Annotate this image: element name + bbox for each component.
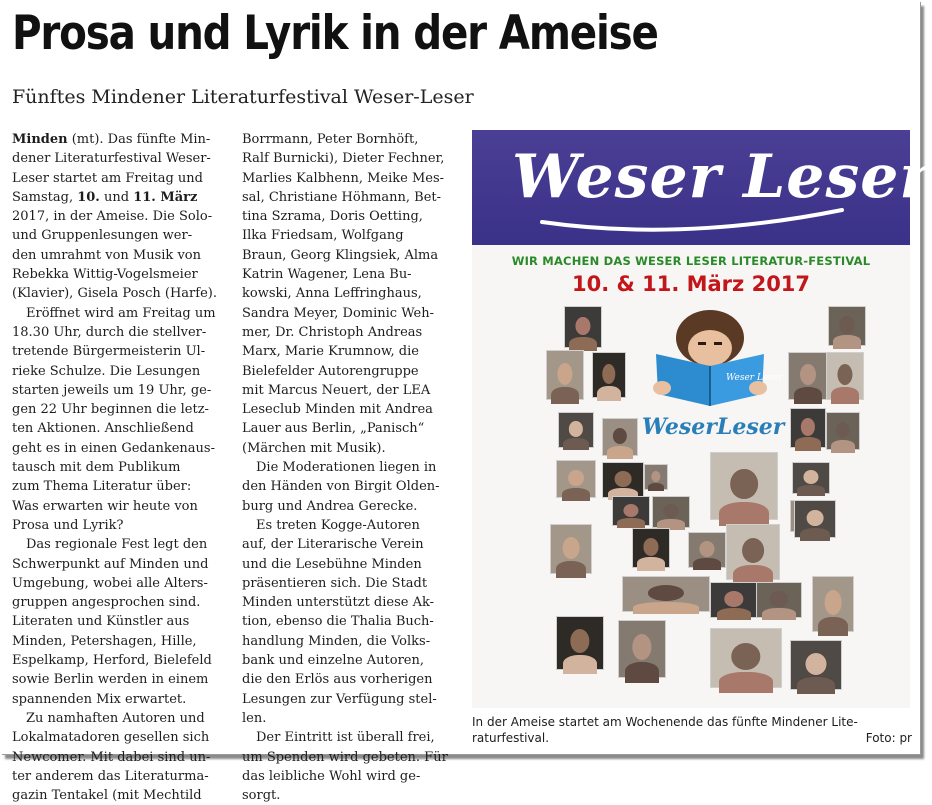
festival-poster-photo — [472, 130, 932, 708]
article-line — [242, 728, 462, 747]
portrait-shoulders — [717, 608, 752, 620]
author-portrait — [826, 352, 864, 400]
text-run: 18.30 Uhr, durch die stellver- — [12, 324, 207, 340]
portrait-face — [651, 471, 660, 482]
article-line — [12, 709, 222, 728]
reading-woman-illustration — [648, 308, 783, 408]
author-portrait — [546, 350, 584, 400]
article-line — [242, 400, 462, 419]
portrait-shoulders — [800, 528, 830, 541]
author-portrait — [710, 452, 778, 520]
author-portrait — [564, 306, 602, 348]
text-run: Braun, Georg Klingsiek, Alma — [242, 247, 439, 263]
text-run: Minden unterstützt diese Ak- — [242, 595, 435, 611]
article-line — [242, 593, 462, 612]
text-run: Der Eintritt ist überall frei, — [256, 730, 435, 746]
portrait-face — [568, 470, 584, 487]
newspaper-clipping — [2, 2, 932, 804]
text-run: Samstag, — [12, 189, 78, 205]
author-portrait — [602, 462, 644, 498]
author-portrait — [790, 640, 842, 690]
author-portrait — [550, 524, 592, 574]
author-portrait — [710, 628, 782, 688]
portrait-shoulders — [633, 602, 698, 614]
article-line — [12, 767, 222, 786]
text-run: Was erwarten wir heute von — [12, 498, 198, 514]
author-portrait — [558, 412, 594, 448]
text-run: den Händen von Birgit Olden- — [242, 479, 440, 495]
article-line — [242, 323, 462, 342]
article-line — [12, 555, 222, 574]
article-line — [242, 632, 462, 651]
article-line — [242, 246, 462, 265]
author-portrait — [652, 496, 690, 528]
portrait-shoulders — [563, 438, 589, 450]
portrait-face — [730, 469, 758, 499]
article-line — [242, 381, 462, 400]
article-line — [12, 342, 222, 361]
text-run: sowie Berlin werden in einem — [12, 672, 209, 688]
article-line — [12, 304, 222, 323]
author-portrait — [812, 576, 854, 632]
text-run: tausch mit dem Publikum — [12, 460, 181, 476]
text-run: Leser startet am Freitag und — [12, 170, 203, 186]
portrait-shoulders — [562, 488, 591, 501]
text-run: tretende Bürgermeisterin Ul- — [12, 344, 206, 360]
article-line — [242, 362, 462, 381]
poster-tagline: WIR MACHEN DAS WESER LESER LITERATUR-FESTIVAL — [511, 254, 871, 268]
text-run: Sandra Meyer, Dominic Weh- — [242, 305, 434, 321]
article-line — [12, 670, 222, 689]
text-run: um Spenden wird gebeten. Für — [242, 749, 448, 765]
portrait-face — [570, 629, 589, 653]
text-run: die den Erlös aus vorherigen — [242, 672, 433, 688]
article-line — [242, 497, 462, 516]
article-line — [12, 246, 222, 265]
text-run: gazin Tentakel (mit Mechtild — [12, 788, 202, 804]
author-portrait — [612, 496, 650, 526]
bold-text: 10. — [77, 189, 100, 205]
article-line — [242, 439, 462, 458]
text-run: zum Thema Literatur über: — [12, 479, 192, 495]
portrait-shoulders — [563, 655, 598, 674]
portrait-shoulders — [762, 608, 795, 620]
text-run: starten jeweils um 19 Uhr, ge- — [12, 382, 212, 398]
author-portrait — [688, 532, 726, 568]
article-line — [242, 709, 462, 728]
article-line — [242, 342, 462, 361]
text-run: Lokalmatadoren gesellen sich — [12, 730, 210, 746]
portrait-face — [807, 510, 824, 527]
text-run: Lesungen zur Verfügung stel- — [242, 691, 437, 707]
text-run: präsentieren sich. Die Stadt — [242, 575, 428, 591]
portrait-face — [770, 591, 788, 607]
article-line — [12, 323, 222, 342]
text-run: tina Szrama, Doris Oetting, — [242, 209, 423, 225]
text-run: spannenden Mix erwartet. — [12, 691, 187, 707]
text-run: gruppen angesprochen sind. — [12, 595, 201, 611]
portrait-face — [557, 363, 572, 385]
portrait-shoulders — [551, 387, 578, 404]
portrait-face — [699, 541, 714, 557]
poster-logo: Weser Leser — [512, 142, 932, 212]
text-run: Bielefelder Autorengruppe — [242, 363, 419, 379]
bold-text: Minden — [12, 132, 68, 147]
author-portrait — [792, 462, 830, 494]
portrait-face — [825, 590, 842, 615]
article-line — [12, 419, 222, 438]
article-line — [242, 786, 462, 805]
text-run: Das regionale Fest legt den — [26, 537, 208, 553]
portrait-shoulders — [569, 337, 596, 351]
portrait-shoulders — [607, 446, 633, 459]
article-line — [12, 748, 222, 767]
text-run: mit Marcus Neuert, der LEA — [242, 382, 431, 398]
article-line — [242, 767, 462, 786]
caption-line-1: In der Ameise startet am Wochenende das fünfte Mindener Lite- — [472, 715, 858, 729]
article-line — [242, 304, 462, 323]
text-run: rieke Schulze. Die Lesungen — [12, 363, 201, 379]
portrait-face — [632, 634, 651, 660]
author-portrait — [756, 582, 802, 618]
author-portrait — [826, 412, 860, 450]
article-line — [12, 439, 222, 458]
poster-banner — [472, 130, 932, 245]
article-line — [12, 265, 222, 284]
portrait-face — [648, 585, 684, 601]
text-run: (Märchen mit Musik). — [242, 440, 386, 456]
article-line — [242, 555, 462, 574]
article-line — [242, 651, 462, 670]
author-portrait — [790, 408, 826, 448]
article-line — [12, 149, 222, 168]
portrait-face — [801, 418, 815, 435]
article-line — [12, 477, 222, 496]
portrait-shoulders — [794, 387, 823, 404]
text-run: kowski, Anna Leffringhaus, — [242, 286, 422, 302]
text-run: den umrahmt von Musik von — [12, 247, 201, 263]
portrait-shoulders — [795, 437, 821, 451]
text-run: Ralf Burnicki), Dieter Fechner, — [242, 151, 445, 167]
article-line — [242, 207, 462, 226]
text-run: geht es in einen Gedankenaus- — [12, 440, 215, 456]
portrait-face — [837, 364, 852, 385]
text-run: (Klavier), Gisela Posch (Harfe). — [12, 286, 217, 302]
article-line — [242, 748, 462, 767]
text-run: Minden, Petershagen, Hille, — [12, 633, 197, 649]
article-line — [242, 284, 462, 303]
author-portrait — [618, 620, 666, 678]
photo-caption — [472, 714, 912, 746]
text-run: Ilka Friedsam, Wolfgang — [242, 228, 404, 244]
poster-mini-logo: WeserLeser — [642, 414, 785, 440]
article-line — [12, 130, 222, 149]
portrait-shoulders — [831, 440, 855, 453]
text-run: mer, Dr. Christoph Andreas — [242, 324, 423, 340]
text-run: Espelkamp, Herford, Bielefeld — [12, 653, 212, 669]
article-line — [12, 632, 222, 651]
portrait-face — [643, 538, 658, 555]
portrait-face — [602, 364, 615, 384]
article-line — [12, 535, 222, 554]
text-run: handlung Minden, die Volks- — [242, 633, 431, 649]
article-line — [242, 670, 462, 689]
portrait-face — [575, 317, 590, 335]
text-run: Leseclub Minden mit Andrea — [242, 402, 433, 418]
article-line — [12, 786, 222, 805]
text-run: Schwerpunkt auf Minden und — [12, 556, 209, 572]
article-line — [242, 130, 462, 149]
article-line — [242, 535, 462, 554]
portrait-shoulders — [719, 672, 772, 693]
portrait-shoulders — [719, 502, 769, 526]
article-line — [12, 188, 222, 207]
portrait-face — [742, 538, 764, 563]
portrait-shoulders — [617, 518, 644, 528]
text-run: Es treten Kogge-Autoren — [256, 517, 420, 533]
article-line — [242, 574, 462, 593]
text-run: Die Moderationen liegen in — [256, 460, 437, 476]
bold-text: 11. März — [133, 189, 198, 205]
portrait-shoulders — [637, 557, 664, 571]
portrait-shoulders — [556, 561, 586, 578]
article-line — [12, 458, 222, 477]
article-line — [12, 381, 222, 400]
portrait-shoulders — [833, 335, 860, 349]
text-run: Marlies Kalbhenn, Meike Mes- — [242, 170, 445, 186]
text-run: Literaten und Künstler aus — [12, 614, 190, 630]
author-portrait — [622, 576, 710, 612]
photo-credit: Foto: pr — [865, 731, 912, 745]
article-line — [242, 419, 462, 438]
text-run: sorgt. — [242, 788, 281, 804]
portrait-face — [806, 653, 827, 675]
portrait-face — [623, 504, 638, 517]
portrait-face — [613, 428, 627, 445]
text-run: gen 22 Uhr beginnen die letz- — [12, 402, 209, 418]
text-run: und — [99, 189, 134, 205]
article-line — [242, 226, 462, 245]
article-column-2 — [242, 130, 462, 805]
text-run: (mt). Das fünfte Min- — [67, 132, 211, 147]
portrait-shoulders — [797, 485, 824, 496]
text-run: bank und einzelne Autoren, — [242, 653, 424, 669]
article-line — [12, 593, 222, 612]
text-run: Newcomer. Mit dabei sind un- — [12, 749, 211, 765]
article-line — [12, 651, 222, 670]
author-portrait — [556, 460, 596, 498]
portrait-face — [836, 422, 849, 439]
article-line — [12, 207, 222, 226]
portrait-face — [731, 643, 760, 670]
text-run: 2017, in der Ameise. Die Solo- — [12, 209, 213, 225]
author-portrait — [602, 418, 638, 456]
author-portrait — [644, 464, 668, 490]
portrait-face — [663, 504, 678, 518]
article-line — [12, 362, 222, 381]
portrait-face — [569, 421, 583, 437]
portrait-face — [563, 537, 580, 559]
headline: Prosa und Lyrik in der Ameise — [12, 6, 658, 61]
author-portrait — [710, 582, 758, 618]
article-line — [12, 497, 222, 516]
article-line — [242, 458, 462, 477]
article-line — [242, 149, 462, 168]
article-line — [12, 612, 222, 631]
author-portrait — [592, 352, 626, 398]
author-portrait — [794, 500, 836, 538]
text-run: Zu namhaften Autoren und — [26, 710, 205, 726]
text-run: ten Aktionen. Anschließend — [12, 421, 194, 437]
author-portrait — [556, 616, 604, 670]
subheadline: Fünftes Mindener Literaturfestival Weser-Leser — [12, 86, 474, 108]
text-run: burg und Andrea Gerecke. — [242, 498, 418, 514]
caption-line-2: raturfestival. — [472, 731, 550, 745]
text-run: Prosa und Lyrik? — [12, 517, 124, 533]
article-line — [12, 400, 222, 419]
article-line — [242, 265, 462, 284]
article-line — [242, 690, 462, 709]
author-portrait — [788, 352, 828, 400]
text-run: sal, Christiane Höhmann, Bet- — [242, 189, 442, 205]
portrait-shoulders — [597, 386, 621, 402]
author-portrait — [632, 528, 670, 568]
text-run: Borrmann, Peter Bornhöft, — [242, 132, 419, 147]
text-run: Umgebung, wobei alle Alters- — [12, 575, 208, 591]
text-run: Marx, Marie Krumnow, die — [242, 344, 419, 360]
article-line — [242, 516, 462, 535]
portrait-face — [803, 470, 818, 484]
author-portrait — [726, 524, 780, 580]
book-label: Weser Leser — [726, 373, 783, 383]
portrait-face — [839, 316, 854, 333]
text-run: Lauer aus Berlin, „Panisch“ — [242, 421, 425, 437]
article-column-1 — [12, 130, 222, 805]
portrait-face — [615, 471, 632, 487]
text-run: Rebekka Wittig-Vogelsmeier — [12, 267, 198, 283]
poster-dates: 10. & 11. März 2017 — [571, 272, 811, 296]
author-portrait — [828, 306, 866, 346]
article-line — [12, 690, 222, 709]
article-line — [12, 169, 222, 188]
article-line — [12, 284, 222, 303]
portrait-shoulders — [831, 387, 858, 404]
article-line — [12, 226, 222, 245]
text-run: dener Literaturfestival Weser- — [12, 151, 211, 167]
article-line — [12, 516, 222, 535]
portrait-shoulders — [648, 483, 665, 492]
text-run: auf, der Literarische Verein — [242, 537, 424, 553]
text-run: Katrin Wagener, Lena Bu- — [242, 267, 412, 283]
article-line — [242, 612, 462, 631]
article-line — [242, 169, 462, 188]
portrait-shoulders — [797, 677, 835, 694]
text-run: len. — [242, 710, 267, 726]
text-run: das leibliche Wohl wird ge- — [242, 768, 421, 784]
article-line — [242, 477, 462, 496]
text-run: und Gruppenlesungen wer- — [12, 228, 193, 244]
text-run: ter anderem das Literaturma- — [12, 768, 209, 784]
portrait-shoulders — [625, 662, 660, 682]
article-line — [242, 188, 462, 207]
article-line — [12, 574, 222, 593]
portrait-shoulders — [693, 558, 720, 570]
text-run: und die Lesebühne Minden — [242, 556, 422, 572]
portrait-face — [724, 591, 743, 607]
portrait-shoulders — [818, 617, 848, 636]
text-run: Eröffnet wird am Freitag um — [26, 305, 216, 321]
portrait-face — [800, 364, 816, 385]
text-run: tion, ebenso die Thalia Buch- — [242, 614, 434, 630]
article-line — [12, 728, 222, 747]
